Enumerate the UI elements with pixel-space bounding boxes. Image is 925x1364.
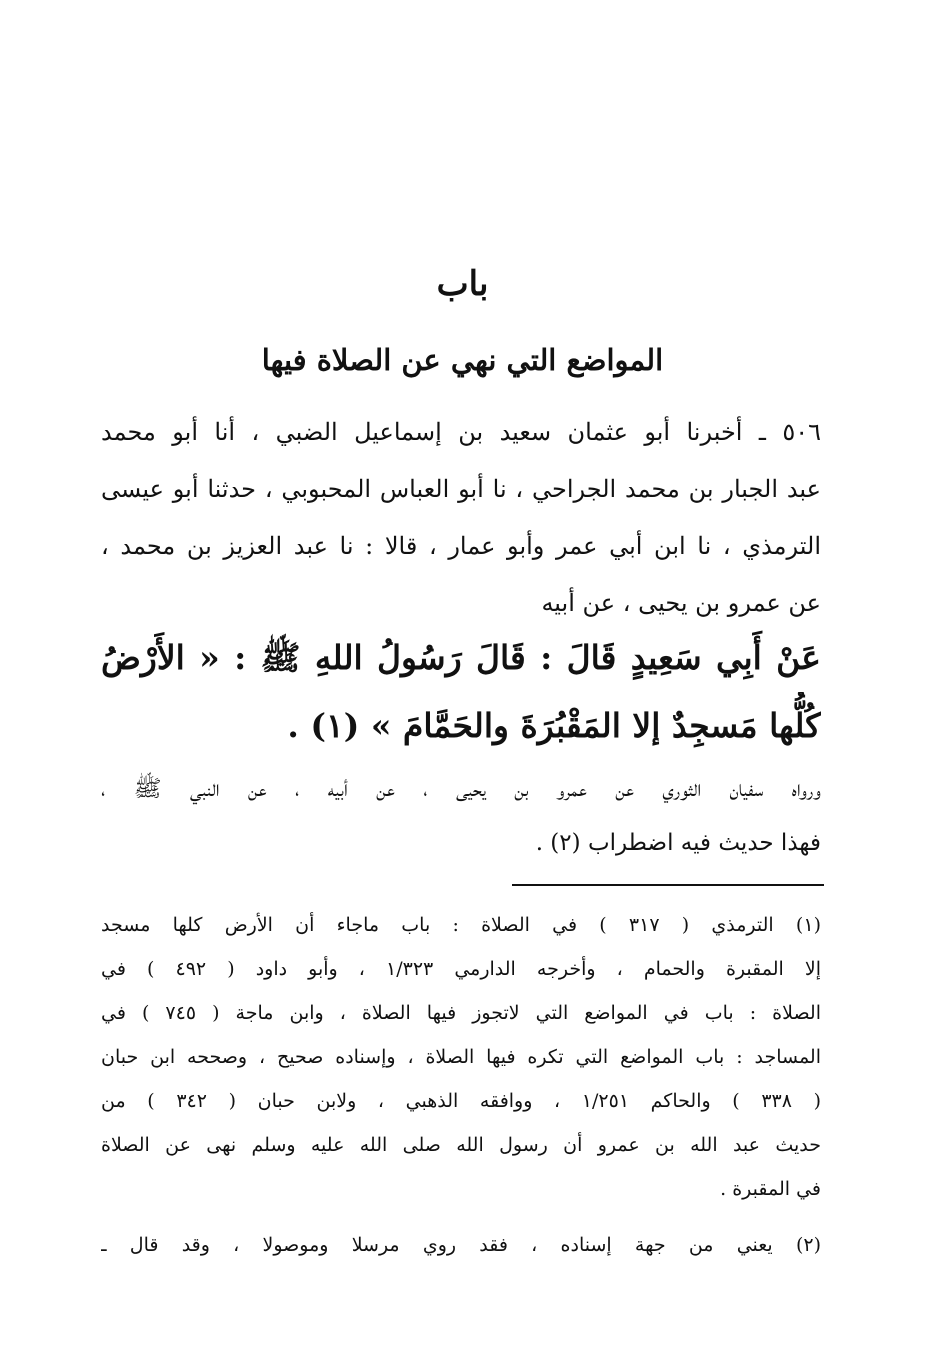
hadith-line: كُلُّها مَسجِدٌ إلا المَقْبُرَةَ والحَمَّامَ » (١) . bbox=[287, 706, 821, 745]
footnote-line: المساجد : باب المواضع التي تكره فيها الصلاة ، وإسناده صحيح ، وصححه ابن حبان bbox=[101, 1046, 821, 1068]
footnote-line: إلا المقبرة والحمام ، وأخرجه الدارمي ١/٣٢٣ ، وأبو داود ( ٤٩٢ ) في bbox=[101, 958, 821, 980]
isnad-paragraph bbox=[101, 404, 821, 632]
isnad-line: الترمذي ، نا ابن أبي عمر وأبو عمار ، قالا : نا عبد العزيز بن محمد ، bbox=[101, 532, 821, 560]
commentary-paragraph bbox=[101, 762, 821, 870]
footnote-line: (٢) يعني من جهة إسناده ، فقد روي مرسلا وموصولا ، وقد قال ـ bbox=[101, 1234, 821, 1256]
hadith-line: عَنْ أَبِي سَعِيدٍ قَالَ : قَالَ رَسُولُ اللهِ ﷺ : « الأَرْضُ bbox=[101, 638, 821, 677]
hadith-text bbox=[101, 624, 821, 760]
chapter-label: باب bbox=[436, 264, 489, 304]
footnote-divider bbox=[512, 884, 824, 886]
footnote-line: حديث عبد الله بن عمرو أن رسول الله صلى الله عليه وسلم نهى عن الصلاة bbox=[101, 1134, 821, 1156]
footnote-line: الصلاة : باب في المواضع التي لاتجوز فيها الصلاة ، وابن ماجة ( ٧٤٥ ) في bbox=[101, 1002, 821, 1024]
isnad-line: عن عمرو بن يحيى ، عن أبيه bbox=[541, 589, 821, 617]
chapter-title: المواضع التي نهي عن الصلاة فيها bbox=[261, 343, 664, 377]
footnote-line: (١) الترمذي ( ٣١٧ ) في الصلاة : باب ماجاء أن الأرض كلها مسجد bbox=[101, 914, 821, 936]
isnad-line: عبد الجبار بن محمد الجراحي ، نا أبو العباس المحبوبي ، حدثنا أبو عيسى bbox=[101, 475, 821, 503]
footnotes bbox=[101, 903, 821, 1267]
commentary-line: فهذا حديث فيه اضطراب (٢) . bbox=[535, 830, 821, 856]
isnad-line: ٥٠٦ ـ أخبرنا أبو عثمان سعيد بن إسماعيل الضبي ، أنا أبو محمد bbox=[101, 418, 821, 446]
footnote-gap bbox=[101, 1211, 821, 1223]
footnote-line: في المقبرة . bbox=[720, 1178, 821, 1200]
commentary-line: ورواه سفيان الثوري عن عمرو بن يحيى ، عن أبيه ، عن النبي ﷺ ، bbox=[101, 776, 821, 802]
footnote-line: ( ٣٣٨ ) والحاكم ١/٢٥١ ، ووافقه الذهبي ، ولابن حبان ( ٣٤٢ ) من bbox=[101, 1090, 821, 1112]
